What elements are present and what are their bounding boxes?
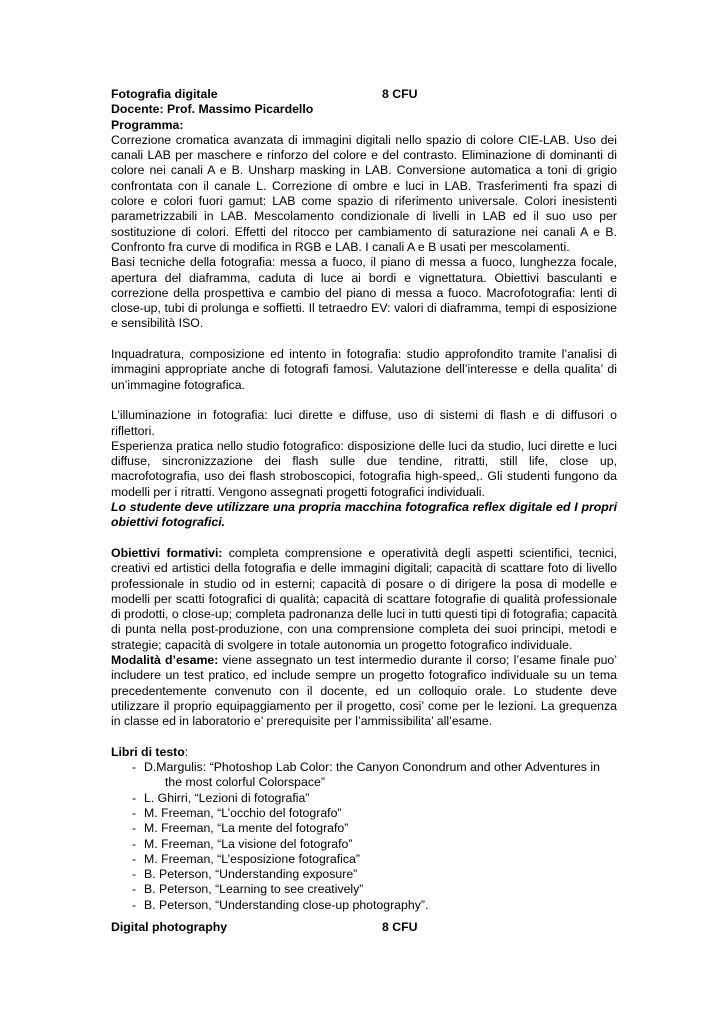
- list-item: [111, 821, 617, 836]
- program-heading: Programma:: [111, 117, 184, 132]
- program-paragraph-composition: Inquadratura, composizione ed intento in fotografia: studio approfondito tramite l’analisi di immagini appropriate anche di fotografi famosi. Valutazione dell’interesse e della qualita’ di un’immagine fotografica.: [111, 347, 617, 392]
- list-item: [111, 806, 617, 821]
- book-line: B. Peterson, “Understanding exposure”: [144, 867, 358, 882]
- program-paragraph-lab: Correzione cromatica avanzata di immagini digitali nello spazio di colore CIE-LAB. Uso dei canali LAB per maschere e rinforzo del colore e del contrasto. Eliminazione di dominanti di colore nei canali A e B. Unsharp masking in LAB. Conversione automatica a toni di grigio confrontata con il canale L. Correzione di ombre e luci in LAB. Trasferimenti fra spazi di colore e colori fuori gamut: LAB come spazio di riferimento universale. Colori inesistenti parametrizzabili in LAB. Mescolamento condizionale di livelli in LAB ed il suo uso per sostituzione di colori. Effetti del ritocco per cambiamento di saturazione nei canali A e B. Confronto fra curve di modifica in RGB e LAB. I canali A e B usati per mescolamenti.: [111, 132, 617, 254]
- book-line: D.Margulis: “Photoshop Lab Color: the Canyon Conondrum and other Adventures in: [144, 760, 600, 775]
- course-title: Fotografia digitale: [111, 87, 218, 101]
- course-teacher: Docente: Prof. Massimo Picardello: [111, 102, 314, 117]
- program-paragraph-lighting: L’illuminazione in fotografia: luci dirette e diffuse, uso di sistemi di flash e di diffusori o riflettori.: [111, 408, 617, 438]
- list-item: [111, 898, 617, 913]
- program-paragraph-studio: Esperienza pratica nello studio fotografico: disposizione delle luci da studio, luci dirette e luci diffuse, sincronizzazione dei flash sulle due tendine, ritratti, still life, close up, macrofotografia, uso dei flash stroboscopici, fotografia high-speed,. Gli studenti fungono da modelli per i ritratti. Vengono assegnati progetti fotografici individuali.: [111, 438, 617, 499]
- course-credits: 8 CFU: [382, 87, 418, 101]
- list-item: [111, 837, 617, 852]
- next-course-credits: 8 CFU: [382, 920, 418, 934]
- books-label: Libri di testo: [111, 744, 185, 759]
- list-item: [111, 882, 617, 897]
- book-line-continued: the most colorful Colorspace”: [165, 775, 325, 790]
- list-item: [111, 867, 617, 882]
- book-line: M. Freeman, “L’esposizione fotografica”: [144, 851, 360, 866]
- course-header: [111, 87, 617, 102]
- book-line: M. Freeman, “L’occhio del fotografo”: [144, 805, 342, 820]
- books-list: [111, 760, 617, 913]
- list-item: [111, 852, 617, 867]
- books-colon: :: [184, 744, 189, 759]
- list-item: [111, 791, 617, 806]
- books-heading: [111, 745, 617, 760]
- objectives-paragraph: [111, 546, 617, 653]
- next-course-title: Digital photography: [111, 920, 228, 934]
- objectives-text: completa comprensione e operatività degli aspetti scientifici, tecnici, creativi ed artistici della fotografia e delle immagini digitali; capacità di scattare foto di livello professionale in studio od in esterni; capacità di posare o di dirigere la posa di modelle e modelli per scatti fotografici di qualità; capacità di scattare fotografie di qualità professionale di prodotti, o close-up; completa padronanza delle luci in tutti questi tipi di fotografia; capacità di punta nella post-produzione, con una comprensione completa dei suoi principi, metodi e strategie; capacità di svolgere in totale autonomia un progetto fotografico individuale.: [111, 545, 618, 652]
- exam-label: Modalità d’esame:: [111, 652, 219, 667]
- program-equipment-note: Lo studente deve utilizzare una propria macchina fotografica reflex digitale ed I propri obiettivi fotografici.: [111, 500, 617, 530]
- next-course-header: [111, 920, 617, 935]
- exam-paragraph: [111, 653, 617, 729]
- book-line: M. Freeman, “La visione del fotografo”: [144, 836, 353, 851]
- course-document: [111, 87, 617, 913]
- book-line: M. Freeman, “La mente del fotografo”: [144, 821, 349, 836]
- exam-text: viene assegnato un test intermedio durante il corso; l’esame finale puo’ includere un test pratico, ed include sempre un progetto fotografico individuale su un tema precedentemente convenuto con il docente, ed un colloquio orale. Lo studente deve utilizzare il proprio equipaggiamento per il progetto, cosi’ come per le lezioni. La grequenza in classe ed in laboratorio e’ prerequisite per l’ammissibilita’ all’esame.: [111, 652, 617, 729]
- book-line: B. Peterson, “Learning to see creatively”: [144, 882, 364, 897]
- program-paragraph-basics: Basi tecniche della fotografia: messa a fuoco, il piano di messa a fuoco, lunghezza focale, apertura del diaframma, caduta di luce ai bordi e vignettatura. Obiettivi basculanti e correzione della prospettiva e cambio del piano di messa a fuoco. Macrofotografia: lenti di close-up, tubi di prolunga e soffietti. Il tetraedro EV: valori di diaframma, tempi di esposizione e sensibilità ISO.: [111, 255, 617, 331]
- list-item: [111, 760, 617, 791]
- objectives-label: Obiettivi formativi:: [111, 545, 223, 560]
- book-line: L. Ghirri, “Lezioni di fotografia”: [144, 790, 310, 805]
- book-line: B. Peterson, “Understanding close-up photography”.: [144, 897, 429, 912]
